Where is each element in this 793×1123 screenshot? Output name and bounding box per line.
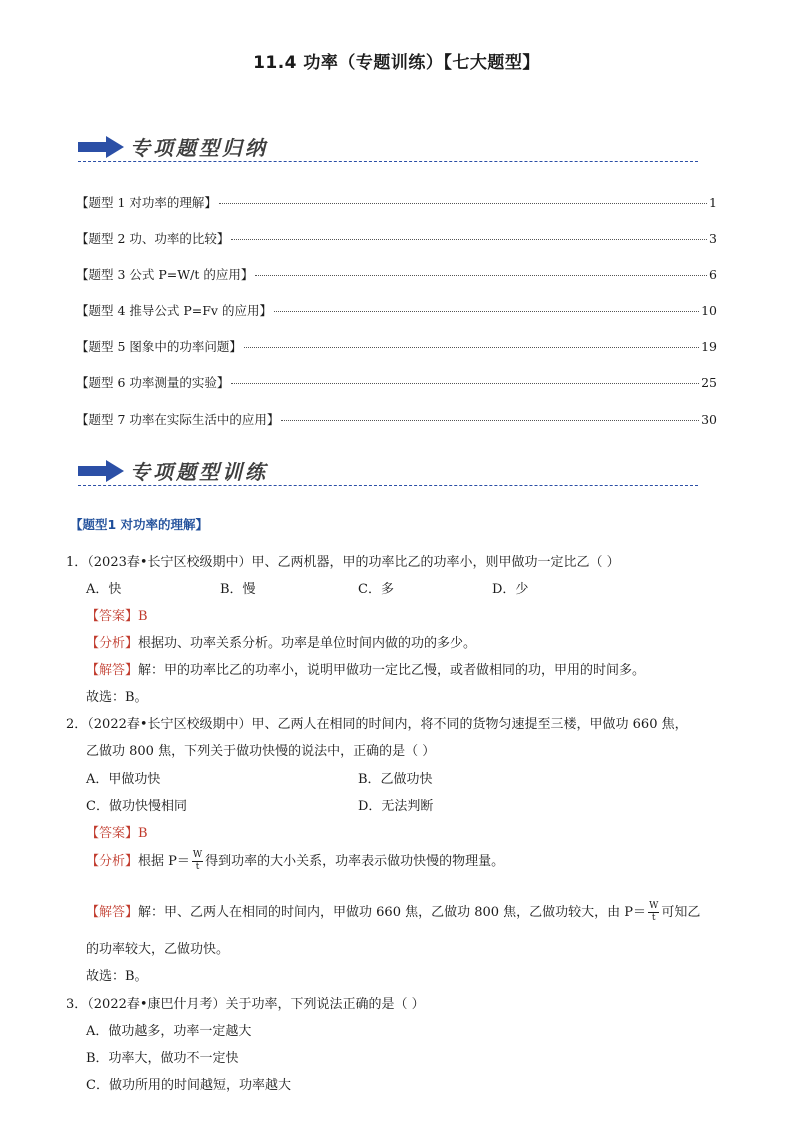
question-stem: 1．（2023春•长宁区校级期中）甲、乙两机器，甲的功率比乙的功率小，则甲做功一定比乙（ ） [66, 555, 620, 570]
solution-text: 解：甲、乙两人在相同的时间内，甲做功 660 焦，乙做功 800 焦，乙做功较大，由 P＝ [138, 905, 647, 920]
toc-item[interactable] [76, 337, 717, 355]
solution-tag: 【解答】 [86, 905, 139, 920]
fraction-numerator: W [649, 901, 659, 911]
option-a: A．甲做功快 [86, 772, 161, 787]
toc-leader [219, 203, 707, 204]
option-d: D．无法判断 [358, 799, 434, 814]
toc-leader [274, 311, 699, 312]
option-b: B．慢 [220, 582, 256, 597]
toc-label: 【题型 4 推导公式 P=Fv 的应用】 [76, 303, 272, 318]
arrow-right-icon [78, 460, 124, 482]
option-c: C．做功所用的时间越短，功率越大 [86, 1078, 291, 1093]
solution-line [86, 659, 645, 678]
banner-title: 专项题型训练 [130, 460, 268, 484]
answer-line [86, 605, 148, 624]
toc-leader [231, 383, 699, 384]
toc-item[interactable] [76, 301, 717, 319]
toc-leader [231, 239, 707, 240]
toc-label: 【题型 3 公式 P=W/t 的应用】 [76, 267, 254, 282]
question-stem: 2．（2022春•长宁区校级期中）甲、乙两人在相同的时间内，将不同的货物匀速提至三楼，甲做功 660 焦， [66, 717, 688, 732]
toc-page-number: 25 [701, 375, 717, 390]
divider [78, 161, 698, 162]
formula-fraction [648, 901, 659, 924]
conclusion: 故选：B。 [86, 969, 148, 984]
solution-line-cont: 的功率较大，乙做功快。 [86, 942, 230, 957]
toc-item[interactable] [76, 410, 717, 428]
solution-line [86, 901, 700, 924]
analysis-text: 得到功率的大小关系，功率表示做功快慢的物理量。 [205, 854, 505, 869]
toc-page-number: 1 [709, 195, 717, 210]
toc-page-number: 3 [709, 231, 717, 246]
analysis-text: 根据功、功率关系分析。功率是单位时间内做的功的多少。 [138, 636, 477, 651]
banner-title: 专项题型归纳 [130, 136, 268, 160]
toc-label: 【题型 2 功、功率的比较】 [76, 231, 230, 246]
answer-line [86, 822, 148, 841]
toc-label: 【题型 7 功率在实际生活中的应用】 [76, 412, 280, 427]
analysis-tag: 【分析】 [86, 854, 139, 869]
fraction-denominator: t [651, 913, 656, 923]
answer-value: B [138, 826, 148, 841]
toc-page-number: 10 [701, 303, 717, 318]
toc-leader [255, 275, 707, 276]
toc-item[interactable] [76, 229, 717, 247]
fraction-numerator: W [192, 850, 203, 860]
analysis-line [86, 632, 476, 651]
toc-leader [244, 347, 699, 348]
solution-text: 可知乙 [661, 905, 701, 920]
analysis-text: 根据 P＝ [138, 854, 190, 869]
toc-item[interactable] [76, 265, 717, 283]
option-c: C．多 [358, 582, 394, 597]
toc-label: 【题型 6 功率测量的实验】 [76, 375, 230, 390]
solution-text: 解：甲的功率比乙的功率小，说明甲做功一定比乙慢，或者做相同的功，甲用的时间多。 [138, 663, 646, 678]
analysis-tag: 【分析】 [86, 636, 139, 651]
toc-label: 【题型 5 图象中的功率问题】 [76, 339, 242, 354]
formula-fraction [192, 850, 203, 873]
toc-page-number: 6 [709, 267, 717, 282]
toc-page-number: 19 [701, 339, 717, 354]
solution-tag: 【解答】 [86, 663, 139, 678]
option-c: C．做功快慢相同 [86, 799, 187, 814]
analysis-line [86, 850, 504, 873]
option-b: B．功率大，做功不一定快 [86, 1051, 239, 1066]
answer-value: B [138, 609, 148, 624]
toc-page-number: 30 [701, 412, 717, 427]
answer-tag: 【答案】 [86, 609, 139, 624]
divider [78, 485, 698, 486]
page-title: 11.4 功率（专题训练）【七大题型】 [253, 53, 540, 73]
option-a: A．做功越多，功率一定越大 [86, 1024, 252, 1039]
option-d: D．少 [492, 582, 529, 597]
question-stem: 3．（2022春•康巴什月考）关于功率，下列说法正确的是（ ） [66, 997, 425, 1012]
fraction-denominator: t [195, 862, 200, 872]
topic-heading: 【题型1 对功率的理解】 [70, 517, 209, 532]
toc-leader [281, 420, 699, 421]
arrow-right-icon [78, 136, 124, 158]
conclusion: 故选：B。 [86, 690, 148, 705]
option-b: B．乙做功快 [358, 772, 433, 787]
answer-tag: 【答案】 [86, 826, 139, 841]
toc-label: 【题型 1 对功率的理解】 [76, 195, 217, 210]
toc-item[interactable] [76, 193, 717, 211]
question-stem-cont: 乙做功 800 焦，下列关于做功快慢的说法中，正确的是（ ） [86, 744, 436, 759]
toc-item[interactable] [76, 373, 717, 391]
option-a: A．快 [86, 582, 122, 597]
